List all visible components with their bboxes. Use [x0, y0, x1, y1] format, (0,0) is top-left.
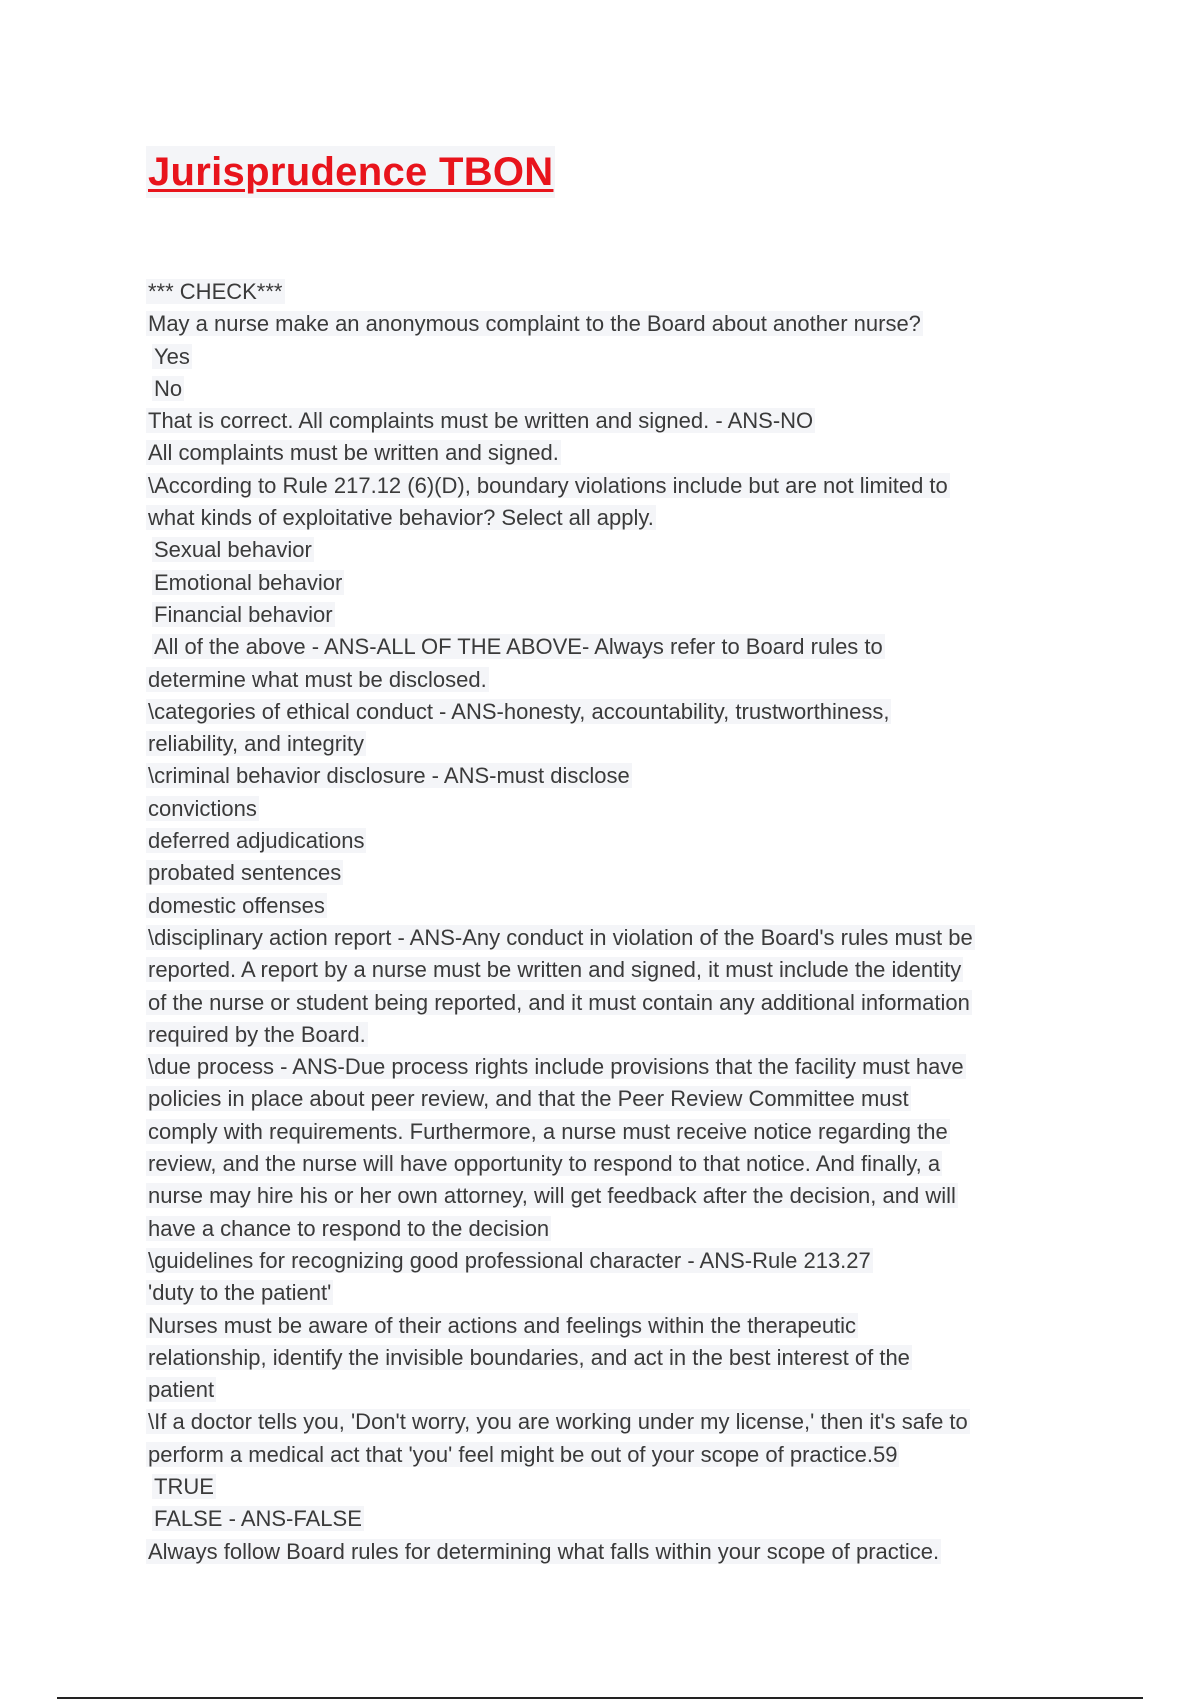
text-line [146, 922, 1066, 954]
text-line-content: 'duty to the patient' [148, 1280, 332, 1306]
text-line-content: of the nurse or student being reported, and it must contain any additional information [148, 989, 970, 1015]
text-line [146, 857, 1066, 889]
document-title: Jurisprudence TBON [148, 150, 554, 194]
text-line-content: Yes [154, 343, 190, 369]
title-highlight [146, 146, 555, 198]
document-body [146, 276, 1066, 1568]
text-line [146, 567, 1066, 599]
text-line [146, 373, 1066, 405]
text-line-content: Sexual behavior [154, 537, 312, 563]
text-line [146, 599, 1066, 631]
text-line-content: That is correct. All complaints must be written and signed. - ANS-NO [148, 408, 814, 434]
text-line [146, 1406, 1066, 1438]
text-line [146, 308, 1066, 340]
text-line-content: relationship, identify the invisible boundaries, and act in the best interest of the [148, 1344, 910, 1370]
text-line-content: \If a doctor tells you, 'Don't worry, you are working under my license,' then it's safe to [148, 1409, 968, 1435]
text-line-content: \disciplinary action report - ANS-Any conduct in violation of the Board's rules must be [148, 924, 973, 950]
text-line [146, 405, 1066, 437]
text-line-content: reported. A report by a nurse must be written and signed, it must include the identity [148, 957, 962, 983]
text-line [146, 1503, 1066, 1535]
text-line-content: comply with requirements. Furthermore, a nurse must receive notice regarding the [148, 1118, 948, 1144]
text-line [146, 1536, 1066, 1568]
text-line [146, 1245, 1066, 1277]
text-line [146, 1116, 1066, 1148]
text-line [146, 696, 1066, 728]
text-line-content: patient [148, 1377, 215, 1403]
text-line [146, 1213, 1066, 1245]
text-line [146, 1051, 1066, 1083]
text-line-content: Always follow Board rules for determining what falls within your scope of practice. [148, 1538, 940, 1564]
text-line [146, 825, 1066, 857]
text-line [146, 1180, 1066, 1212]
text-line [146, 502, 1066, 534]
text-line [146, 631, 1066, 663]
text-line-content: what kinds of exploitative behavior? Select all apply. [148, 505, 654, 531]
text-line-content: Financial behavior [154, 601, 333, 627]
text-line [146, 1310, 1066, 1342]
text-line-content: \due process - ANS-Due process rights include provisions that the facility must have [148, 1054, 964, 1080]
text-line-content: \According to Rule 217.12 (6)(D), boundary violations include but are not limited to [148, 472, 948, 498]
text-line-content: review, and the nurse will have opportunity to respond to that notice. And finally, a [148, 1151, 941, 1177]
text-line-content: required by the Board. [148, 1021, 366, 1047]
text-line-content: All of the above - ANS-ALL OF THE ABOVE- Always refer to Board rules to [154, 634, 883, 660]
text-line [146, 760, 1066, 792]
text-line-content: Emotional behavior [154, 569, 343, 595]
text-line-content: FALSE - ANS-FALSE [154, 1506, 362, 1532]
text-line-content: TRUE [154, 1473, 214, 1499]
text-line [146, 534, 1066, 566]
text-line [146, 1439, 1066, 1471]
text-line-content: May a nurse make an anonymous complaint to the Board about another nurse? [148, 311, 921, 337]
text-line [146, 1471, 1066, 1503]
text-line-content: *** CHECK*** [148, 279, 283, 304]
text-line-content: All complaints must be written and signed. [148, 440, 559, 466]
text-line-content: convictions [148, 795, 257, 821]
text-line-content: \guidelines for recognizing good professional character - ANS-Rule 213.27 [148, 1247, 871, 1273]
text-line-content: deferred adjudications [148, 828, 365, 854]
text-line [146, 1148, 1066, 1180]
text-line [146, 728, 1066, 760]
text-line-content: policies in place about peer review, and that the Peer Review Committee must [148, 1086, 909, 1112]
text-line-content: perform a medical act that 'you' feel might be out of your scope of practice.59 [148, 1441, 898, 1467]
text-line [146, 341, 1066, 373]
text-line [146, 1342, 1066, 1374]
text-line [146, 954, 1066, 986]
text-line-content: nurse may hire his or her own attorney, will get feedback after the decision, and will [148, 1183, 956, 1209]
text-line-content: probated sentences [148, 860, 342, 886]
text-line [146, 1277, 1066, 1309]
text-line-content: determine what must be disclosed. [148, 666, 487, 692]
text-line [146, 1019, 1066, 1051]
text-line-content: reliability, and integrity [148, 731, 365, 757]
text-line [146, 1083, 1066, 1115]
text-line [146, 276, 1066, 308]
text-line-content: domestic offenses [148, 892, 325, 918]
text-line-content: have a chance to respond to the decision [148, 1215, 550, 1241]
text-line [146, 1374, 1066, 1406]
text-line [146, 437, 1066, 469]
text-line-content: \categories of ethical conduct - ANS-honesty, accountability, trustworthiness, [148, 698, 890, 724]
text-line-content: No [154, 375, 183, 401]
text-line [146, 890, 1066, 922]
text-line [146, 470, 1066, 502]
text-line [146, 664, 1066, 696]
text-line-content: Nurses must be aware of their actions and feelings within the therapeutic [148, 1312, 857, 1338]
footer-divider [57, 1697, 1143, 1699]
text-line [146, 793, 1066, 825]
text-line [146, 987, 1066, 1019]
text-line-content: \criminal behavior disclosure - ANS-must disclose [148, 763, 630, 789]
